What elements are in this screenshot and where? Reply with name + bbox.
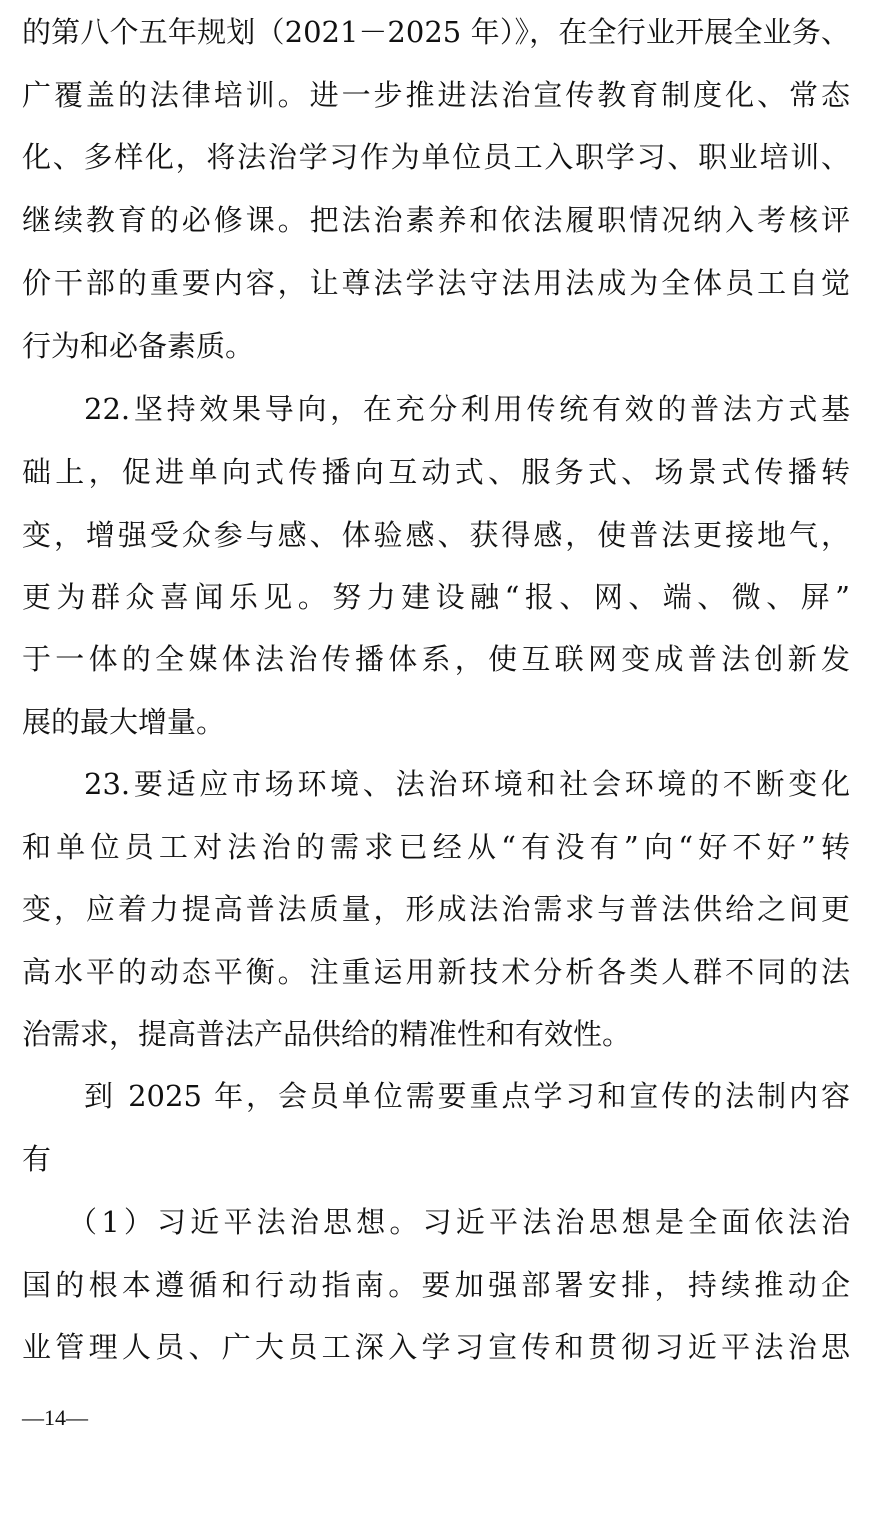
text-line-7: 22.坚持效果导向，在充分利用传统有效的普法方式基: [84, 392, 850, 426]
text-line-18: 到 2025 年，会员单位需要重点学习和宣传的法制内容: [84, 1079, 850, 1113]
text-line-19: 有: [22, 1142, 52, 1176]
text-line-17: 治需求，提高普法产品供给的精准性和有效性。: [22, 1017, 632, 1051]
text-line-15: 变，应着力提高普法质量，形成法治需求与普法供给之间更: [22, 892, 850, 926]
text-line-6: 行为和必备素质。: [22, 329, 255, 363]
text-line-3: 化、多样化，将法治学习作为单位员工入职学习、职业培训、: [22, 140, 850, 174]
text-line-4: 继续教育的必修课。把法治素养和依法履职情况纳入考核评: [22, 203, 850, 237]
text-line-10: 更为群众喜闻乐见。努力建设融“报、网、端、微、屏”: [22, 580, 850, 614]
text-line-16: 高水平的动态平衡。注重运用新技术分析各类人群不同的法: [22, 955, 850, 989]
text-line-14: 和单位员工对法治的需求已经从“有没有”向“好不好”转: [22, 830, 850, 864]
text-line-8: 础上，促进单向式传播向互动式、服务式、场景式传播转: [22, 455, 850, 489]
text-line-5: 价干部的重要内容，让尊法学法守法用法成为全体员工自觉: [22, 266, 850, 300]
text-line-12: 展的最大增量。: [22, 705, 226, 739]
text-line-1: 的第八个五年规划（2021－2025 年）》，在全行业开展全业务、: [22, 15, 850, 49]
text-line-9: 变，增强受众参与感、体验感、获得感，使普法更接地气，: [22, 518, 850, 552]
text-line-21: 国的根本遵循和行动指南。要加强部署安排，持续推动企: [22, 1268, 850, 1302]
text-line-20: （1）习近平法治思想。习近平法治思想是全面依法治: [68, 1205, 850, 1239]
text-line-22: 业管理人员、广大员工深入学习宣传和贯彻习近平法治思: [22, 1330, 850, 1364]
text-line-11: 于一体的全媒体法治传播体系，使互联网变成普法创新发: [22, 642, 850, 676]
page-number: —14—: [22, 1405, 88, 1430]
text-line-2: 广覆盖的法律培训。进一步推进法治宣传教育制度化、常态: [22, 78, 850, 112]
text-line-13: 23.要适应市场环境、法治环境和社会环境的不断变化: [84, 767, 850, 801]
